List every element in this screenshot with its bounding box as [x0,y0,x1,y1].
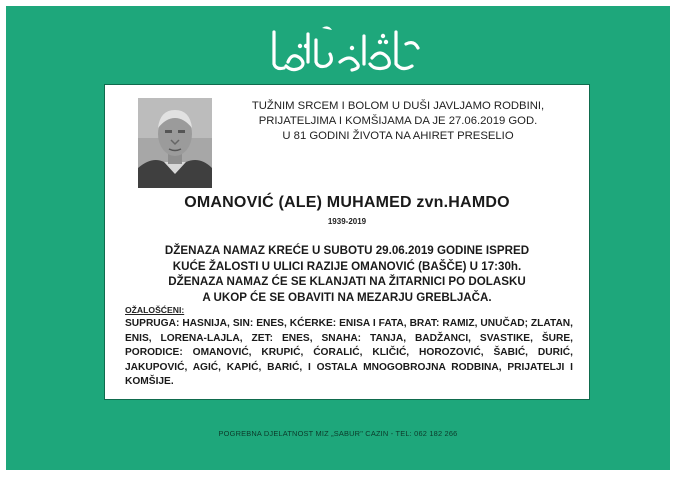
mourners-heading: OŽALOŠĆENI: [125,305,185,315]
deceased-name: OMANOVIĆ (ALE) MUHAMED zvn.HAMDO [184,194,510,211]
funeral-details [145,243,549,305]
intro-line: PRIJATELJIMA I KOMŠIJAMA DA JE 27.06.2019 GOD. [258,115,538,127]
green-frame [6,6,670,470]
funeral-service-footer: POGREBNA DJELATNOST MIZ „SABUR" CAZIN - TEL: 062 182 266 [218,429,458,438]
life-years: 1939-2019 [327,217,367,226]
intro-text [217,99,579,144]
intro-line: U 81 GODINI ŽIVOTA NA AHIRET PRESELIO [282,130,514,142]
mourners-list: SUPRUGA: HASNIJA, SIN: ENES, KĆERKE: ENISA I FATA, BRAT: RAMIZ, UNUČAD; ZLATAN, ENIS, LORENA-LAJLA, ZET: ENES, SNAHA: TANJA, BADŽANCI, SVASTIKE, ŠURE, PORODICE: OMANOVIĆ, KRUPIĆ, ĆORALIĆ, KLIČIĆ, HOROZOVIĆ, ŠABIĆ, DURIĆ, JAKUPOVIĆ, AGIĆ, KAPIĆ, BARIĆ, I OSTALA MNOGOBROJNA RODBINA, PRIJATELJI I KOMŠIJE. [125,318,573,388]
obituary-card [104,84,590,400]
funeral-line: A UKOP ĆE SE OBAVITI NA MEZARJU GREBLJAČA. [202,290,492,304]
portrait-photo [138,98,212,188]
funeral-line: DŽENAZA NAMAZ KREĆE U SUBOTU 29.06.2019 GODINE ISPRED [164,244,530,257]
funeral-line: KUĆE ŽALOSTI U ULICI RAZIJE OMANOVIĆ (BAŠČE) U 17:30h. [172,259,522,273]
intro-line: TUŽNIM SRCEM I BOLOM U DUŠI JAVLJAMO RODBINI, [251,100,545,112]
arabic-calligraphy-icon [256,18,431,78]
portrait-photo-icon [138,98,212,188]
funeral-line: DŽENAZA NAMAZ ĆE SE KLANJATI NA ŽITARNICI PO DOLASKU [168,275,526,289]
